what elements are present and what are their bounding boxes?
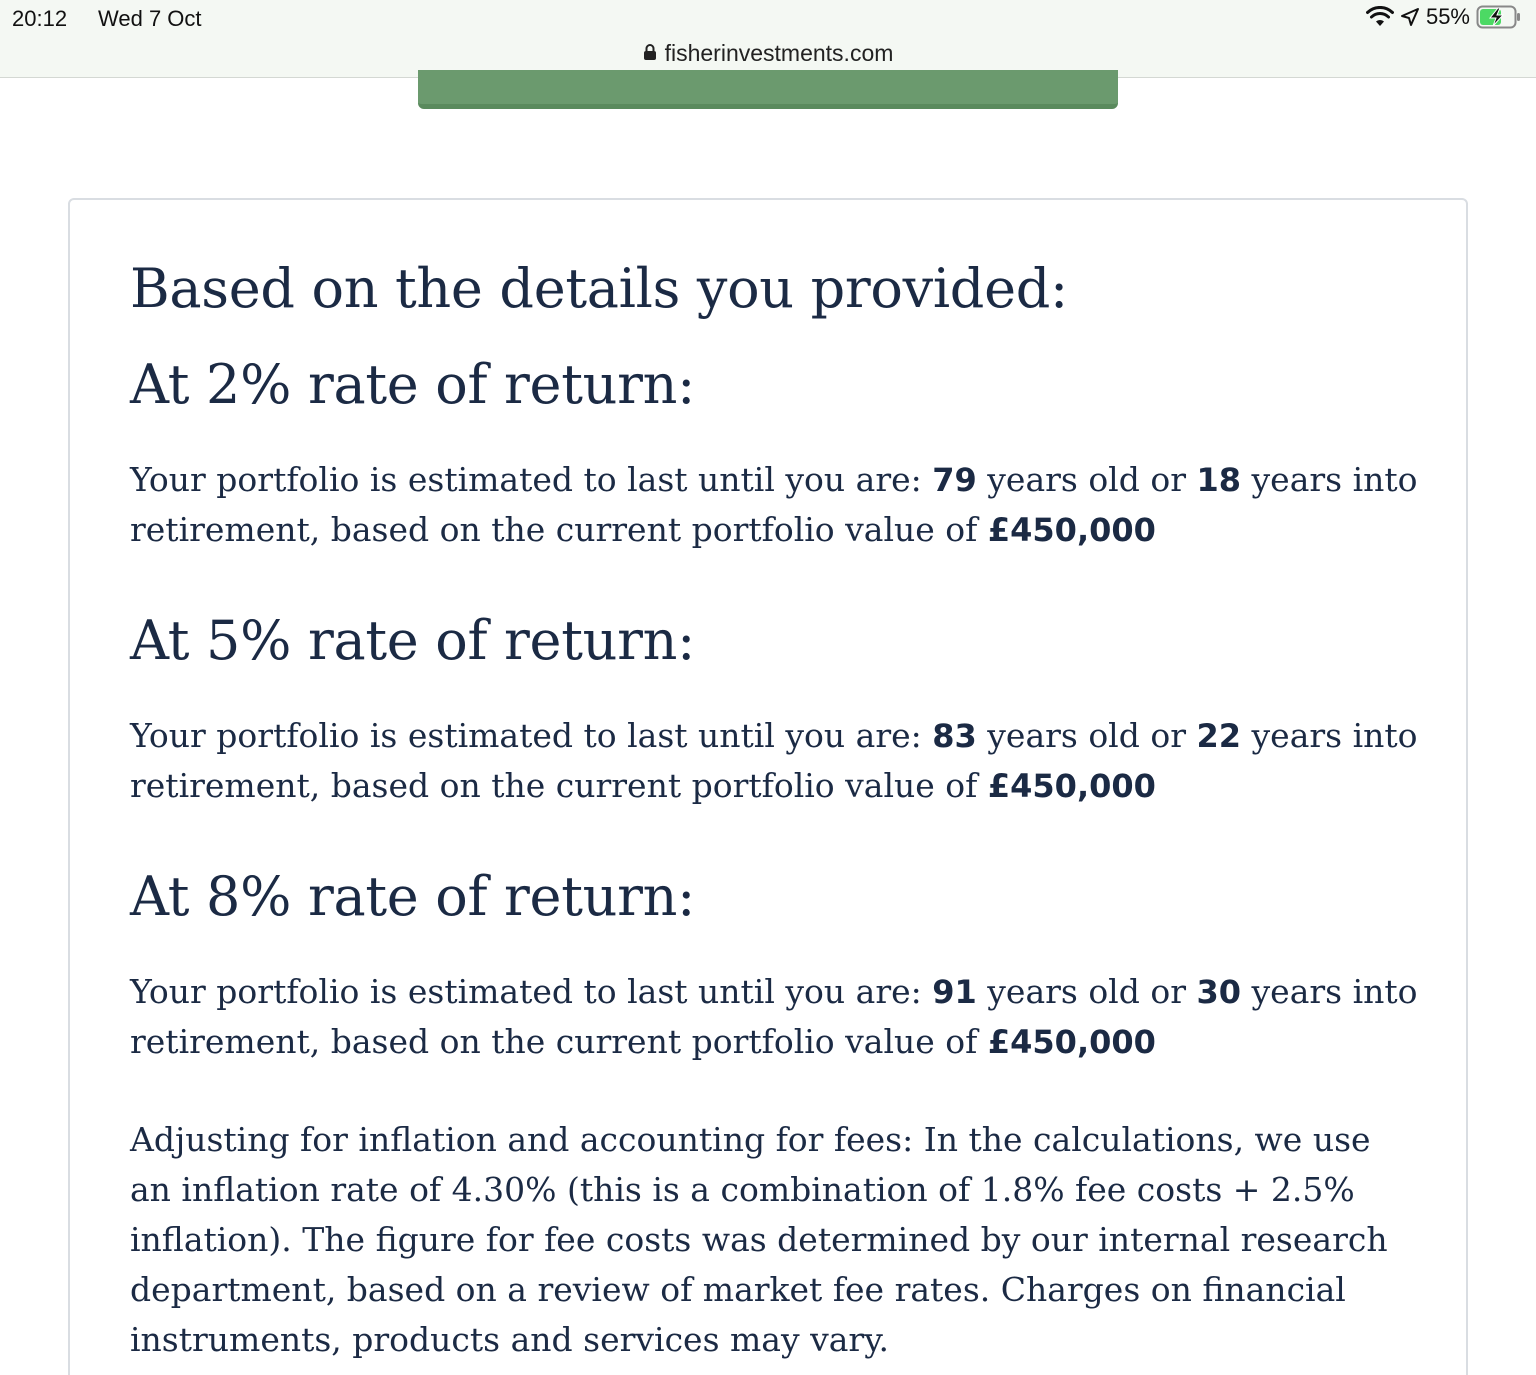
rate-heading-2pct: At 2% rate of return: <box>130 353 695 416</box>
status-time: 20:12 <box>12 6 68 31</box>
scenario-age: 91 <box>932 973 977 1011</box>
location-icon <box>1400 7 1420 27</box>
scenario-suffix: years into retirement, based on the current portfolio value of <box>130 716 1418 805</box>
scenario-middle: years old or <box>976 716 1197 755</box>
results-intro: Based on the details you provided: <box>130 257 1068 320</box>
wifi-icon <box>1366 6 1394 28</box>
scenario-prefix: Your portfolio is estimated to last until you are: <box>130 972 933 1011</box>
scenario-middle: years old or <box>976 460 1197 499</box>
scenario-years: 30 <box>1196 973 1242 1011</box>
battery-percent: 55% <box>1425 4 1470 29</box>
scenario-value: £450,000 <box>987 511 1156 549</box>
scenario-prefix: Your portfolio is estimated to last until you are: <box>130 716 933 755</box>
scenario-suffix: years into retirement, based on the current portfolio value of <box>130 460 1418 549</box>
rate-text-5pct <box>130 711 1420 811</box>
green-action-button[interactable] <box>418 70 1118 109</box>
status-indicators <box>1366 4 1522 30</box>
lock-icon <box>643 40 657 67</box>
rate-heading-8pct: At 8% rate of return: <box>130 865 695 928</box>
scenario-age: 79 <box>932 461 977 499</box>
rate-text-8pct <box>130 967 1420 1067</box>
scenario-value: £450,000 <box>987 767 1156 805</box>
scenario-suffix: years into retirement, based on the current portfolio value of <box>130 972 1418 1061</box>
inflation-note: Adjusting for inflation and accounting for fees: In the calculations, we use an inflation rate of 4.30% (this is a combination of 1.8% fee costs + 2.5% inflation). The figure for fee costs was determined by our internal research department, based on a review of market fee rates. Charges on financial instruments, products and services may vary. <box>130 1120 1388 1359</box>
scenario-middle: years old or <box>976 972 1197 1011</box>
scenario-age: 83 <box>932 717 977 755</box>
scenario-years: 18 <box>1196 461 1242 499</box>
scenario-years: 22 <box>1196 717 1242 755</box>
results-content <box>130 255 1420 1365</box>
address-bar[interactable] <box>0 40 1536 67</box>
battery-charging-icon <box>1476 5 1522 29</box>
status-date: Wed 7 Oct <box>98 6 202 31</box>
status-bar <box>0 0 1536 78</box>
scenario-prefix: Your portfolio is estimated to last until you are: <box>130 460 933 499</box>
rate-heading-5pct: At 5% rate of return: <box>130 609 695 672</box>
scenario-value: £450,000 <box>987 1023 1156 1061</box>
url-text[interactable]: fisherinvestments.com <box>664 40 894 66</box>
rate-text-2pct <box>130 455 1420 555</box>
